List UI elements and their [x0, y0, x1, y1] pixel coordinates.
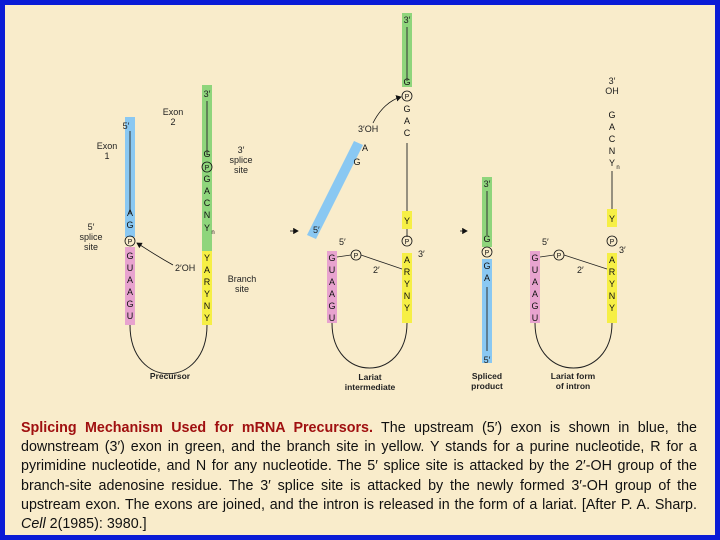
- nt: N: [203, 210, 211, 220]
- exon2-label: Exon 2: [162, 107, 184, 127]
- nt: A: [531, 289, 539, 299]
- nt: G: [531, 301, 539, 311]
- nt: Y: [608, 214, 616, 224]
- exon1-label: Exon 1: [96, 141, 118, 161]
- nt: R: [403, 267, 411, 277]
- precursor-label: Precursor: [149, 371, 191, 381]
- nt: C: [608, 134, 616, 144]
- nt: Y: [403, 303, 411, 313]
- three-splice-label: 3′ splice site: [229, 145, 253, 175]
- nt: U: [328, 265, 336, 275]
- nt: U: [328, 313, 336, 323]
- caption-citation: 2(1985): 3980.]: [45, 516, 147, 533]
- prime3-label: 3′: [418, 249, 425, 259]
- nt: G: [203, 174, 211, 184]
- nt: G: [403, 77, 411, 87]
- nt: N: [608, 146, 616, 156]
- nt: Y: [403, 279, 411, 289]
- nt: G: [483, 261, 491, 271]
- nt: N: [203, 301, 211, 311]
- phosphate-label: P: [353, 253, 359, 260]
- five-splice-label: 5′ splice site: [79, 222, 103, 252]
- precursor-loop: [130, 325, 207, 374]
- nt: A: [483, 273, 491, 283]
- nt: Y: [608, 158, 616, 168]
- phosphate-label: P: [556, 253, 562, 260]
- slide-frame: [5, 5, 715, 535]
- phosphate-label: P: [204, 165, 210, 172]
- lariat-intermediate-panel: [307, 13, 425, 392]
- nt: A: [403, 255, 411, 265]
- spliced-product-panel: [471, 177, 503, 391]
- nt: Y: [203, 253, 211, 263]
- nt: G: [483, 234, 491, 244]
- nt: A: [608, 122, 616, 132]
- spliced-product-label: Spliced product: [471, 371, 503, 391]
- caption-body: The upstream (5′) exon is shown in blue, the downstream (3′) exon in green, and the branch site in yellow. Y stands for a purine nucleotide, R for a pyrimidine nucleotide, and N for any nucleotide. The 5′ splice site is attacked by the 2′-OH group of the branch-site adenosine residue. The 3′ splice site is attacked by the newly formed 3′-OH group of the upstream exon. The exons are joined, and the intron is released in the form of a lariat. [After P. A. Sharp.: [21, 420, 697, 513]
- nt: Y: [203, 289, 211, 299]
- nt: A: [531, 277, 539, 287]
- nt: G: [608, 110, 616, 120]
- nt: A: [126, 275, 134, 285]
- prime2-label: 2′: [577, 265, 584, 275]
- nt: A: [328, 289, 336, 299]
- nt: U: [126, 311, 134, 321]
- lariat-form-panel: [530, 76, 626, 391]
- oh3-label: 3′OH: [358, 124, 379, 134]
- splicing-diagram: [5, 5, 715, 415]
- nt: A: [361, 143, 369, 153]
- prime5-label: 5′: [339, 237, 346, 247]
- nt: N: [403, 291, 411, 301]
- prime5-label: 5′: [122, 121, 130, 131]
- phosphate-label: P: [609, 239, 615, 246]
- prime2-label: 2′: [373, 265, 380, 275]
- prime5-label: 5′: [313, 225, 320, 235]
- nt: A: [203, 265, 211, 275]
- prime3-label: 3′: [483, 179, 491, 189]
- nt: C: [403, 128, 411, 138]
- oh2-label: 2′OH: [175, 263, 196, 273]
- nt: A: [403, 116, 411, 126]
- caption: [21, 419, 697, 534]
- branch-site-label: Branch site: [227, 274, 257, 294]
- nt: Y: [608, 303, 616, 313]
- nt: G: [531, 253, 539, 263]
- nt: G: [328, 253, 336, 263]
- phosphate-label: P: [484, 250, 490, 257]
- caption-journal: Cell: [21, 516, 46, 533]
- phosphate-label: P: [127, 239, 133, 246]
- nt: U: [126, 263, 134, 273]
- nt: G: [203, 149, 211, 159]
- lariat-loop: [535, 323, 612, 368]
- nt: C: [203, 198, 211, 208]
- nt: N: [608, 291, 616, 301]
- nt: A: [203, 186, 211, 196]
- nt: U: [531, 313, 539, 323]
- nt: A: [328, 277, 336, 287]
- nt: A: [126, 287, 134, 297]
- nt: Y: [203, 313, 211, 323]
- nt: G: [353, 157, 361, 167]
- caption-title: Splicing Mechanism Used for mRNA Precursors.: [21, 420, 373, 436]
- nt: R: [203, 277, 211, 287]
- prime3-label: 3′: [203, 89, 211, 99]
- nt: G: [126, 299, 134, 309]
- lariat-intermediate-label: Lariat intermediate: [344, 372, 396, 392]
- nt: Y: [203, 223, 211, 233]
- nt: R: [608, 267, 616, 277]
- precursor-panel: [79, 85, 256, 381]
- prime3-label: 3′: [403, 15, 411, 25]
- oh3-top-label: 3′ OH: [605, 76, 619, 96]
- nt: G: [126, 251, 134, 261]
- intermediate-loop: [332, 323, 407, 368]
- nt: G: [328, 301, 336, 311]
- prime3-label: 3′: [619, 245, 626, 255]
- prime5-label: 5′: [483, 355, 491, 365]
- phosphate-label: P: [404, 94, 410, 101]
- prime5-label: 5′: [542, 237, 549, 247]
- nt: A: [126, 208, 134, 218]
- nt: G: [403, 104, 411, 114]
- nt: U: [531, 265, 539, 275]
- nt: G: [126, 220, 134, 230]
- nt: Y: [403, 216, 411, 226]
- lariat-form-label: Lariat form of intron: [550, 371, 596, 391]
- nt: n: [616, 165, 620, 171]
- nt: n: [211, 230, 215, 236]
- nt: A: [608, 255, 616, 265]
- phosphate-label: P: [404, 239, 410, 246]
- nt: Y: [608, 279, 616, 289]
